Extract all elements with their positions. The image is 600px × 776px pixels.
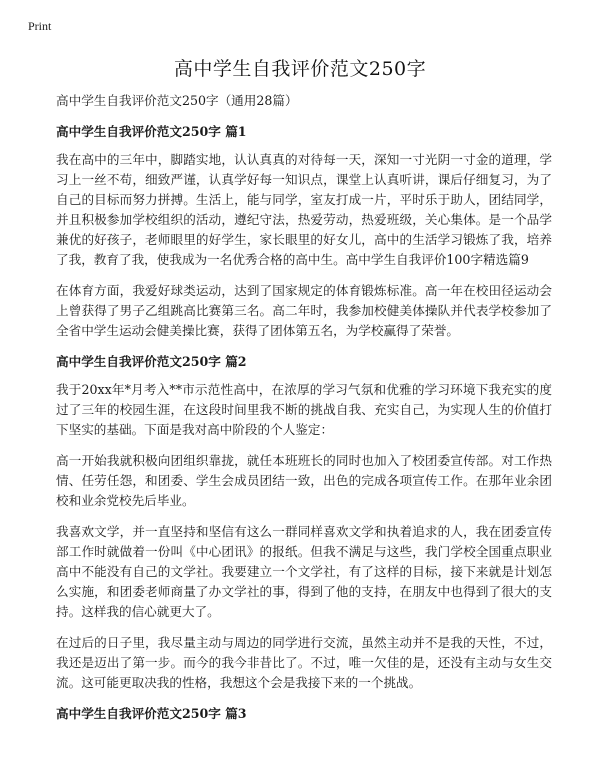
- paragraph: 高一开始我就积极向团组织靠拢，就任本班班长的同时也加入了校团委宣传部。对工作热情、任劳任怨，和团委、学生会成员团结一致，出色的完成各项宣传工作。在那年业余团校和业余党校先后毕业。: [56, 453, 552, 508]
- section-heading: 高中学生自我评价范文250字 篇3: [56, 706, 247, 721]
- document-subtitle: 高中学生自我评价范文250字（通用28篇）: [56, 93, 298, 108]
- paragraph: 在体育方面，我爱好球类运动，达到了国家规定的体育锻炼标准。高一年在校田径运动会上曾获得了男子乙组跳高比赛第三名。高二年时，我参加校健美体操队并代表学校参加了全省中学生运动会健美操比赛，获得了团体第五名，为学校赢得了荣誉。: [56, 283, 552, 338]
- section-1: [56, 122, 552, 341]
- paragraph: 在过后的日子里，我尽量主动与周边的同学进行交流，虽然主动并不是我的天性，不过，我还是迈出了第一步。而今的我今非昔比了。不过，唯一欠佳的是，还没有主动与女生交流。这可能更取决我的性格，我想这个会是我接下来的一个挑战。: [56, 635, 552, 690]
- page-title: 高中学生自我评价范文250字: [173, 58, 427, 80]
- document-body: [56, 91, 552, 732]
- paragraph: 我于20xx年*月考入**市示范性高中，在浓厚的学习气氛和优雅的学习环境下我充实的度过了三年的校园生涯，在这段时间里我不断的挑战自我、充实自己，为实现人生的价值打下坚实的基础。下面是我对高中阶段的个人鉴定：: [56, 382, 552, 437]
- paragraph: 我喜欢文学，并一直坚持和坚信有这么一群同样喜欢文学和执着追求的人，我在团委宣传部工作时就做着一份叫《中心团讯》的报纸。但我不满足与这些，我门学校全国重点职业高中不能没有自己的文学社。我要建立一个文学社，有了这样的目标，接下来就是计划怎么实施，和团委老师商量了办文学社的事，得到了他的支持，在朋友中也得到了很大的支持。这样我的信心就更大了。: [56, 524, 552, 619]
- print-link[interactable]: Print: [28, 19, 52, 33]
- section-heading: 高中学生自我评价范文250字 篇2: [56, 354, 247, 369]
- section-heading: 高中学生自我评价范文250字 篇1: [56, 124, 247, 139]
- section-2: [56, 352, 552, 693]
- section-3: [56, 704, 552, 724]
- paragraph: 我在高中的三年中，脚踏实地，认认真真的对待每一天，深知一寸光阴一寸金的道理，学习上一丝不苟，细致严谨，认真学好每一知识点，课堂上认真听讲，课后仔细复习，为了自己的目标而努力拼搏。生活上，能与同学，室友打成一片，平时乐于助人，团结同学，并且积极参加学校组织的活动，遵纪守法，热爱劳动，热爱班级，关心集体。是一个品学兼优的好孩子，老师眼里的好学生，家长眼里的好女儿，高中的生活学习锻炼了我，培养了我，教育了我，使我成为一名优秀合格的高中生。高中学生自我评价100字精选篇9: [56, 152, 552, 267]
